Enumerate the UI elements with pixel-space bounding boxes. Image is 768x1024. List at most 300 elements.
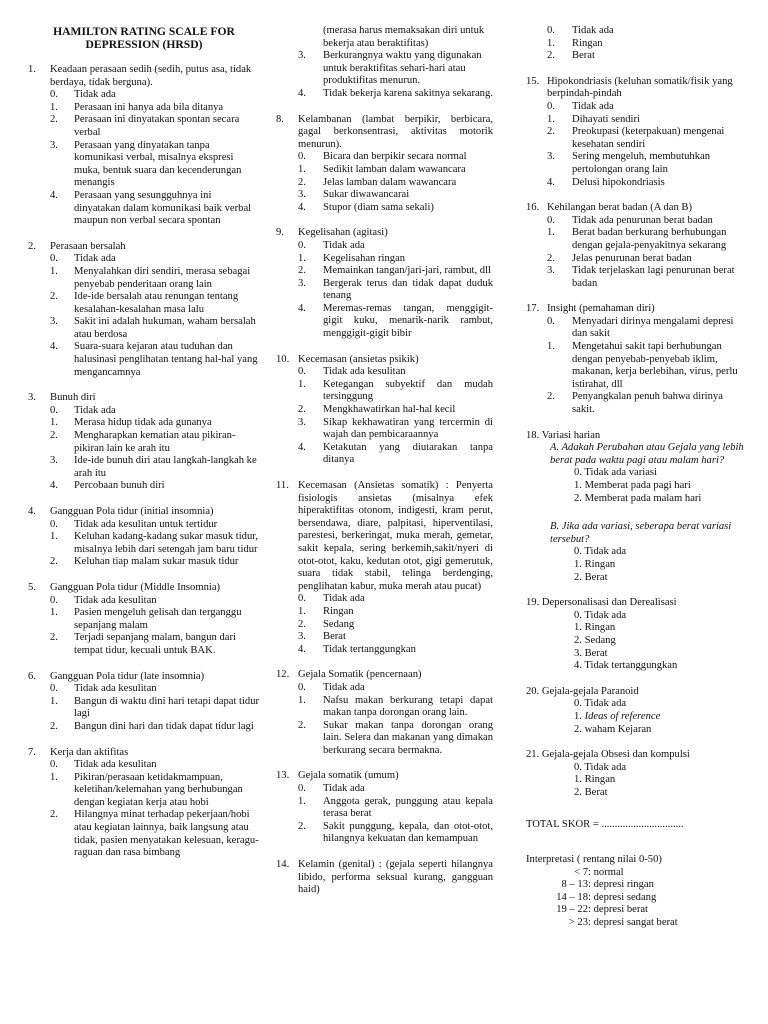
- question-title: Insight (pemahaman diri): [547, 303, 655, 315]
- answer-option: [298, 240, 493, 253]
- option-number: 0.: [547, 25, 555, 36]
- option-text: Tidak ada kesulitan: [74, 759, 157, 771]
- answer-option: [50, 114, 260, 139]
- item-20-option-0: 0. Tidak ada: [574, 698, 627, 710]
- option-text: Tidak ada: [572, 100, 614, 112]
- option-text: Tidak ada: [323, 239, 365, 251]
- option-text: Perasaan ini hanya ada bila ditanya: [74, 101, 224, 113]
- interpretation-rows: [526, 867, 748, 930]
- answer-option: [547, 253, 748, 266]
- option-text: Anggota gerak, punggung atau kepala terasa berat: [323, 795, 493, 820]
- option-number: 3.: [298, 631, 306, 643]
- option-text: Ketegangan subyektif dan mudah tersinggung: [323, 378, 493, 403]
- answer-option: [50, 316, 260, 341]
- option-number: 1.: [50, 607, 58, 619]
- option-text: Tidak ada: [74, 253, 116, 265]
- answer-option: [50, 417, 260, 430]
- option-number: 1.: [50, 695, 58, 707]
- question-title: Kelamin (genital) : (gejala seperti hilangnya libido, performa seksual kurang, gangguan haid): [298, 859, 493, 896]
- question-7: [28, 747, 260, 860]
- question-11: [276, 480, 493, 656]
- question-10: [276, 354, 493, 467]
- title-line-2: DEPRESSION (HRSD): [85, 38, 203, 51]
- option-number: 2.: [547, 126, 555, 138]
- interpretation-range: 14 – 18: [556, 891, 588, 903]
- option-text: Memainkan tangan/jari-jari, rambut, dll: [323, 265, 491, 277]
- option-number: 0.: [50, 89, 58, 101]
- option-number: 1.: [298, 795, 306, 807]
- question-title: Gangguan Pola tidur (Middle Insomnia): [50, 581, 221, 593]
- item-19-option: 3. Berat: [574, 647, 608, 659]
- option-text: Bergerak terus dan tidak dapat duduk tenang: [323, 277, 493, 302]
- question-number: 15.: [526, 75, 540, 87]
- option-number: 0.: [547, 214, 555, 226]
- question-6: [28, 671, 260, 734]
- item-19-option: 1. Ringan: [574, 622, 616, 634]
- question-title: Kecemasan (Ansietas somatik) : Penyerta fisiologis ansietas (misalnya efek hiperaktifitas otonom, indigesti, kram perut, bersendawa, diare, palpitasi, hiperventilasi, parestesi, berkeringat, muka merah, gemetar, sakit kepala, sering berkemih,sakit/nyeri di otot-otot, kaku, kedutan otot, gigi gemerutuk, suara tidak stabil, telinga berdenging, penglihatan kabur, muka merah atau pucat): [298, 480, 493, 592]
- item-21-title: 21. Gejala-gejala Obsesi dan kompulsi: [526, 749, 690, 761]
- option-number: 0.: [298, 239, 306, 251]
- answer-option: [50, 696, 260, 721]
- answer-option: [298, 253, 493, 266]
- answer-option: [298, 606, 493, 619]
- option-text: Preokupasi (keterpakuan) mengenai kesehatan sendiri: [572, 126, 725, 150]
- answer-option: [298, 189, 493, 202]
- answer-option: [50, 809, 260, 859]
- option-number: 0.: [50, 594, 58, 606]
- option-text: Tidak ada kesulitan untuk tertidur: [74, 518, 218, 530]
- answer-option: [298, 278, 493, 303]
- question-number: 11.: [276, 480, 289, 491]
- item-20-paranoid: [526, 686, 748, 736]
- item-18-b-option: 2. Berat: [574, 571, 608, 583]
- answer-option: [298, 796, 493, 821]
- answer-option: [298, 50, 493, 88]
- option-number: 4.: [50, 341, 58, 353]
- col3-sections: [526, 76, 748, 417]
- option-text: Tidak ada kesulitan: [323, 366, 406, 378]
- interpretation-row: [526, 892, 748, 905]
- answer-option: [298, 619, 493, 632]
- question-17: [526, 303, 748, 416]
- interpretation-row: [526, 904, 748, 917]
- answer-option: [50, 291, 260, 316]
- question-header: [526, 303, 748, 316]
- option-text: Perasaan ini dinyatakan spontan secara verbal: [74, 114, 240, 138]
- question-header: [28, 747, 260, 760]
- option-text: Sakit punggung, kepala, dan otot-otot, hilangnya kekuatan dan kemampuan: [323, 820, 493, 845]
- answer-option: [298, 593, 493, 606]
- question-4: [28, 506, 260, 569]
- option-number: 0.: [50, 518, 58, 530]
- question-number: 8.: [276, 113, 284, 125]
- option-number: 0.: [298, 366, 306, 378]
- option-text: Merasa hidup tidak ada gunanya: [74, 417, 212, 429]
- option-number: 2.: [50, 430, 58, 442]
- answer-option: [298, 720, 493, 758]
- option-number: 1.: [50, 417, 58, 429]
- option-number: 4.: [50, 480, 58, 492]
- interpretation-range: 19 – 22: [556, 904, 588, 916]
- question-number: 12.: [276, 669, 290, 681]
- option-number: 1.: [547, 113, 555, 125]
- question-title: Gangguan Pola tidur (late insomnia): [50, 670, 205, 682]
- option-text: Sukar makan tanpa dorongan orang lain. Selera dan makanan yang dimakan berkurang secara bermakna.: [323, 719, 493, 756]
- question-header: [276, 859, 493, 897]
- question-header: [28, 582, 260, 595]
- item-20-title: 20. Gejala-gejala Paranoid: [526, 685, 639, 697]
- option-number: 4.: [298, 87, 306, 99]
- option-number: 2.: [50, 720, 58, 732]
- question-title: Kegelisahan (agitasi): [298, 227, 388, 239]
- item-18-title: 18. Variasi harian: [526, 429, 601, 441]
- total-score: TOTAL SKOR = ...............................: [526, 819, 684, 831]
- answer-option: [50, 89, 260, 102]
- option-text: Jelas lamban dalam wawancara: [323, 176, 457, 188]
- option-text: Pasien mengeluh gelisah dan terganggu sepanjang malam: [74, 607, 242, 631]
- option-number: 3.: [50, 455, 58, 467]
- answer-option: [547, 114, 748, 127]
- interpretation: [526, 854, 748, 930]
- option-number: 0.: [547, 100, 555, 112]
- question-number: 7.: [28, 746, 36, 758]
- option-number: 1.: [298, 694, 306, 706]
- question-header: [28, 671, 260, 684]
- item-20-option-2: 2. waham Kejaran: [574, 723, 652, 735]
- option-text: Ide-ide bersalah atau renungan tentang kesalahan-kesalahan masa lalu: [74, 291, 239, 315]
- option-number: 2.: [298, 820, 306, 832]
- item-18-b-option: 1. Ringan: [574, 558, 616, 570]
- answer-option: [298, 404, 493, 417]
- item-19-option: 4. Tidak tertanggungkan: [574, 660, 678, 672]
- interpretation-row: [526, 867, 748, 880]
- item-20-option-1: 1. Ideas of reference: [574, 710, 661, 722]
- interpretation-label: : normal: [588, 866, 624, 878]
- answer-option: [298, 366, 493, 379]
- option-text: Bangun dini hari dan tidak dapat tidur lagi: [74, 720, 254, 732]
- column-right: [526, 25, 748, 930]
- answer-option: [547, 151, 748, 176]
- question-title: Gejala Somatik (pencernaan): [298, 669, 422, 681]
- question-header: [276, 480, 493, 593]
- question-header: [526, 76, 748, 101]
- question-title: Gangguan Pola tidur (initial insomnia): [50, 506, 214, 517]
- answer-option: [50, 102, 260, 115]
- question-header: [276, 354, 493, 367]
- option-text: Tidak ada: [74, 89, 116, 101]
- option-number: 2.: [298, 265, 306, 277]
- answer-option: [50, 531, 260, 556]
- page-title: [28, 25, 260, 51]
- item-21-option: 2. Berat: [574, 786, 608, 798]
- option-number: 3.: [50, 316, 58, 328]
- option-text: Bicara dan berpikir secara normal: [323, 151, 467, 163]
- option-number: 3.: [547, 265, 555, 277]
- option-number: 0.: [50, 759, 58, 771]
- item-18-part-b: B. Jika ada variasi, seberapa berat variasi tersebut?: [550, 521, 732, 545]
- option-text: Ide-ide bunuh diri atau langkah-langkah ke arah itu: [74, 455, 257, 479]
- option-text: Tidak ada: [323, 681, 365, 693]
- option-text: Berat badan berkurang berhubungan dengan gejala-penyakitnya sekarang: [572, 227, 727, 251]
- question-9: [276, 227, 493, 340]
- option-text: Hilangnya minat terhadap pekerjaan/hobi atau kegiatan lainnya, baik langsung atau tidak, pasien menyatakan kelesuan, keragu-raguan dan rasa bimbang: [74, 809, 259, 859]
- option-number: 1.: [298, 605, 306, 617]
- option-text: Berat: [572, 50, 595, 62]
- option-number: 2.: [547, 50, 555, 62]
- question-header: [276, 770, 493, 783]
- option-text: Sikap kekhawatiran yang tercermin di wajah dan pembicaraannya: [323, 416, 493, 441]
- answer-option: [547, 25, 748, 38]
- option-text: Sering mengeluh, membutuhkan pertolongan orang lain: [572, 151, 710, 175]
- item-19-title: 19. Depersonalisasi dan Derealisasi: [526, 597, 677, 609]
- question-number: 4.: [28, 506, 36, 517]
- option-text: Tidak ada kesulitan: [74, 594, 157, 606]
- question-number: 10.: [276, 353, 290, 365]
- question-number: 2.: [28, 240, 36, 252]
- answer-option: [50, 759, 260, 772]
- option-text: Delusi hipokondriasis: [572, 176, 665, 188]
- option-number: 0.: [50, 683, 58, 695]
- option-text: Mengkhawatirkan hal-hal kecil: [323, 404, 456, 416]
- answer-option: [50, 683, 260, 696]
- option-number: 2.: [298, 719, 306, 731]
- answer-option: [298, 821, 493, 846]
- question-title: Hipokondriasis (keluhan somatik/fisik yang berpindah-pindah: [547, 75, 733, 100]
- option-text: Tidak ada: [572, 25, 614, 36]
- answer-option: [50, 266, 260, 291]
- question-title: Perasaan bersalah: [50, 240, 126, 252]
- option-number: 0.: [547, 315, 555, 327]
- column-middle: [276, 25, 493, 910]
- answer-option: [298, 783, 493, 796]
- question-number: 17.: [526, 303, 540, 315]
- question-number: 13.: [276, 770, 290, 782]
- option-text: Menyadari dirinya mengalami depresi dan sakit: [572, 315, 734, 340]
- answer-option: [50, 341, 260, 379]
- option-text: Tidak terjelaskan lagi penurunan berat badan: [572, 265, 735, 289]
- question-title: Kerja dan aktifitas: [50, 746, 129, 758]
- answer-option: [50, 595, 260, 608]
- interpretation-label: : depresi sedang: [588, 891, 657, 903]
- question-16: [526, 202, 748, 290]
- question-number: 9.: [276, 227, 284, 239]
- question-13: [276, 770, 493, 846]
- option-text: Dihayati sendiri: [572, 113, 640, 125]
- answer-option: [547, 341, 748, 391]
- question-title: Kelambanan (lambat berpikir, berbicara, gagal berkonsentrasi, aktivitas motorik menurun).: [298, 113, 493, 150]
- answer-option: [50, 253, 260, 266]
- option-text: Bangun di waktu dini hari tetapi dapat tidur lagi: [74, 695, 260, 720]
- item-18-part-a: A. Adakah Perubahan atau Gejala yang lebih berat pada waktu pagi atau malam hari?: [550, 442, 744, 466]
- question-2: [28, 241, 260, 380]
- option-text: Mengetahui sakit tapi berhubungan dengan penyebab-penyebab iklim, makanan, kerja berlebihan, virus, perlu istirahat, dll: [572, 341, 738, 390]
- answer-option: [547, 126, 748, 151]
- item-19-option: 2. Sedang: [574, 634, 616, 646]
- option-number: 1.: [50, 265, 58, 277]
- option-text: Berat: [323, 631, 346, 643]
- option-number: 3.: [298, 189, 306, 201]
- option-text: Nafsu makan berkurang tetapi dapat makan tanpa dorongan orang lain.: [323, 694, 493, 719]
- answer-option: [50, 772, 260, 810]
- question-14: [276, 859, 493, 897]
- option-text: Ringan: [323, 605, 354, 617]
- question-5: [28, 582, 260, 658]
- option-number: 3.: [50, 139, 58, 151]
- answer-option: [547, 265, 748, 290]
- option-number: 3.: [298, 416, 306, 428]
- option-number: 3.: [298, 50, 306, 62]
- option-number: 2.: [50, 632, 58, 644]
- answer-option: [298, 265, 493, 278]
- option-text: Mengharapkan kematian atau pikiran-pikiran lain ke arah itu: [74, 430, 236, 454]
- answer-option: [50, 455, 260, 480]
- option-text: Perasaan yang sesungguhnya ini dinyatakan dalam komunikasi baik verbal maupun non verbal secara spontan: [74, 189, 252, 227]
- item-19-option: 0. Tidak ada: [574, 609, 627, 621]
- item-18-a-option: 1. Memberat pada pagi hari: [574, 480, 691, 491]
- col2-sections: [276, 114, 493, 897]
- item-21-obsesi: [526, 749, 748, 799]
- question-8: [276, 114, 493, 215]
- answer-option: [50, 480, 260, 493]
- item-19-options: [574, 610, 748, 673]
- answer-option: [547, 101, 748, 114]
- option-text: Terjadi sepanjang malam, bangun dari tempat tidur, kecuali untuk BAK.: [74, 632, 236, 656]
- answer-option: [547, 38, 748, 51]
- question-15: [526, 76, 748, 189]
- option-number: 2.: [298, 404, 306, 416]
- option-number: 2.: [298, 176, 306, 188]
- item-18-a-option: 2. Memberat pada malam hari: [574, 492, 702, 504]
- interpretation-range: > 23: [568, 917, 588, 929]
- interpretation-row: [526, 917, 748, 930]
- option-text: Sakit ini adalah hukuman, waham bersalah atau berdosa: [74, 316, 256, 340]
- answer-option: [298, 151, 493, 164]
- question-number: 5.: [28, 581, 36, 593]
- answer-option: [50, 140, 260, 190]
- option-text: Tidak ada penurunan berat badan: [572, 214, 713, 226]
- option-number: 1.: [547, 37, 555, 49]
- answer-option: [298, 682, 493, 695]
- option-text: Jelas penurunan berat badan: [572, 252, 692, 264]
- option-number: 2.: [50, 114, 58, 126]
- answer-option: [298, 202, 493, 215]
- question-header: [28, 241, 260, 254]
- option-number: 0.: [50, 404, 58, 416]
- answer-option: [298, 442, 493, 467]
- answer-option: [298, 88, 493, 101]
- option-text: Tidak ada: [323, 783, 365, 795]
- item-19-depersonalisasi: [526, 597, 748, 673]
- question-header: [276, 114, 493, 152]
- question-12: [276, 669, 493, 757]
- option-text: Tidak bekerja karena sakitnya sekarang.: [323, 87, 493, 99]
- answer-option: [50, 632, 260, 657]
- option-number: 2.: [547, 252, 555, 264]
- answer-option: [547, 50, 748, 63]
- answer-option: [50, 430, 260, 455]
- question-header: [28, 64, 260, 89]
- option-text: Ringan: [572, 37, 603, 49]
- item-21-options: [574, 762, 748, 800]
- answer-option: [547, 316, 748, 341]
- option-text: Penyangkalan penuh bahwa dirinya sakit.: [572, 391, 723, 416]
- answer-option: [298, 164, 493, 177]
- answer-option: [298, 631, 493, 644]
- answer-option: [547, 391, 748, 416]
- option-text: Perasaan yang dinyatakan tanpa komunikasi verbal, misalnya ekspresi muka, bentuk suara dan kecenderungan menangis: [74, 139, 242, 189]
- item7-continued-options: [276, 50, 493, 100]
- option-number: 0.: [50, 253, 58, 265]
- question-number: 1.: [28, 64, 36, 75]
- option-number: 1.: [298, 378, 306, 390]
- answer-option: [298, 303, 493, 341]
- option-number: 1.: [298, 163, 306, 175]
- interpretation-label: : depresi ringan: [588, 879, 654, 891]
- option-text: Ketakutan yang diutarakan tanpa ditanya: [323, 441, 493, 466]
- option-text: Percobaan bunuh diri: [74, 480, 165, 492]
- answer-option: [50, 721, 260, 734]
- item-18-variasi-harian: [526, 430, 748, 585]
- item-18-a-option: 0. Tidak ada variasi: [574, 467, 657, 479]
- option-text: Tidak tertanggungkan: [323, 643, 416, 655]
- item-21-option: 1. Ringan: [574, 774, 616, 786]
- question-header: [526, 202, 748, 215]
- option-number: 4.: [298, 201, 306, 213]
- answer-option: [547, 177, 748, 190]
- question-header: [28, 506, 260, 519]
- option-number: 1.: [547, 227, 555, 239]
- option-text: Tidak ada: [323, 593, 365, 605]
- option-number: 1.: [50, 771, 58, 783]
- question-title: Gejala somatik (umum): [298, 770, 399, 782]
- option-number: 4.: [298, 643, 306, 655]
- item-20-options: [574, 698, 748, 736]
- option-text: Tidak ada kesulitan: [74, 683, 157, 695]
- question-3: [28, 392, 260, 493]
- answer-option: [298, 695, 493, 720]
- option-text: Menyalahkan diri sendiri, merasa sebagai penyebab penderitaan orang lain: [74, 265, 251, 290]
- option-text: Sukar diwawancarai: [323, 189, 410, 201]
- option-text: Meremas-remas tangan, menggigit-gigit kuku, menarik-narik rambut, menggigit-gigit bibir: [323, 302, 493, 340]
- option-text: Stupor (diam sama sekali): [323, 201, 434, 213]
- option-number: 0.: [298, 151, 306, 163]
- option-number: 0.: [298, 681, 306, 693]
- option-number: 4.: [547, 176, 555, 188]
- item-18-b-option: 0. Tidak ada: [574, 546, 627, 558]
- answer-option: [298, 417, 493, 442]
- option-number: 1.: [50, 531, 58, 543]
- item-18-b-options: [574, 546, 748, 584]
- option-text: Sedikit lamban dalam wawancara: [323, 163, 466, 175]
- interpretation-range: < 7: [574, 866, 588, 878]
- answer-option: [50, 607, 260, 632]
- question-title: Kehilangan berat badan (A dan B): [547, 202, 693, 214]
- option-number: 1.: [298, 252, 306, 264]
- question-number: 16.: [526, 202, 540, 214]
- interpretation-label: : depresi sangat berat: [588, 917, 678, 929]
- option-number: 2.: [50, 809, 58, 821]
- item-21-option: 0. Tidak ada: [574, 761, 627, 773]
- interpretation-range: 8 – 13: [561, 879, 588, 891]
- item-18-a-options: [574, 467, 748, 505]
- answer-option: [547, 215, 748, 228]
- answer-option: [298, 644, 493, 657]
- option-text: Berkurangnya waktu yang digunakan untuk beraktifitas sehari-hari atau produktifitas menurun.: [323, 50, 482, 87]
- question-header: [276, 669, 493, 682]
- item14-options: [526, 25, 748, 63]
- option-text: Keluhan kadang-kadang sukar masuk tidur, misalnya lebih dari setengah jam baru tidur: [74, 531, 259, 555]
- title-line-1: HAMILTON RATING SCALE FOR: [53, 25, 235, 38]
